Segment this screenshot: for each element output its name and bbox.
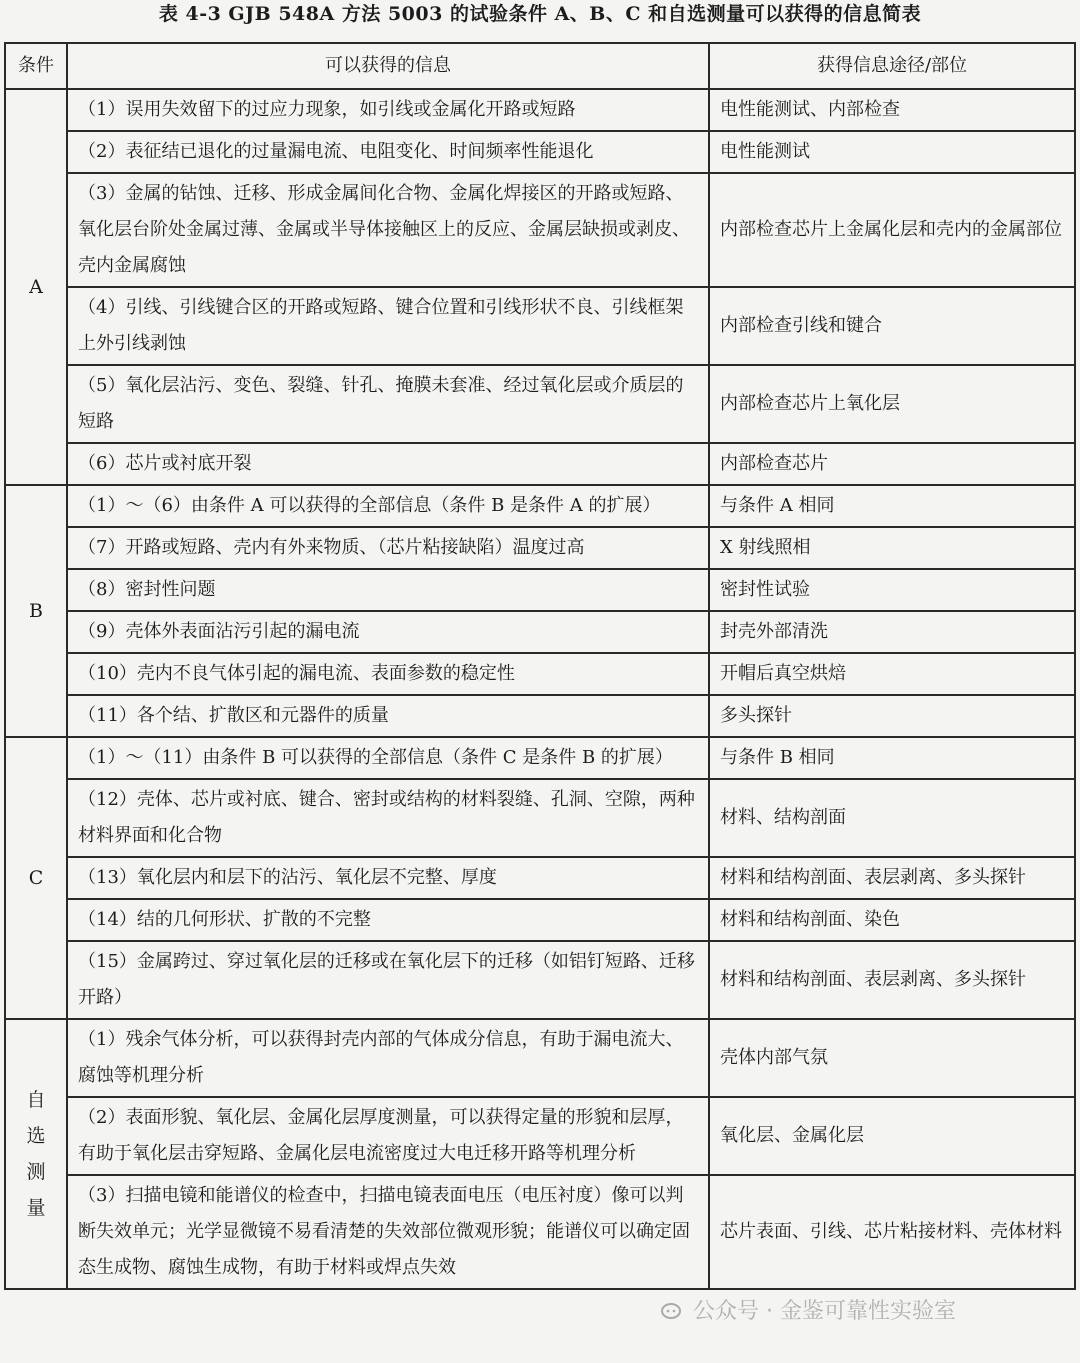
method-cell: 材料和结构剖面、表层剥离、多头探针 [709, 941, 1075, 1019]
method-cell: X 射线照相 [709, 527, 1075, 569]
method-cell: 内部检查芯片上金属化层和壳内的金属部位 [709, 173, 1075, 287]
method-cell: 开帽后真空烘焙 [709, 653, 1075, 695]
table-row [5, 443, 1075, 485]
info-cell: （5）氧化层沾污、变色、裂缝、针孔、掩膜未套准、经过氧化层或介质层的短路 [67, 365, 709, 443]
info-cell: （7）开路或短路、壳内有外来物质、（芯片粘接缺陷）温度过高 [67, 527, 709, 569]
chat-bubble-icon [660, 1301, 686, 1323]
table-row [5, 1019, 1075, 1097]
info-cell: （9）壳体外表面沾污引起的漏电流 [67, 611, 709, 653]
method-cell: 材料和结构剖面、表层剥离、多头探针 [709, 857, 1075, 899]
table-row [5, 365, 1075, 443]
header-info: 可以获得的信息 [67, 43, 709, 89]
info-cell: （12）壳体、芯片或衬底、键合、密封或结构的材料裂缝、孔洞、空隙，两种材料界面和化合物 [67, 779, 709, 857]
table-row [5, 653, 1075, 695]
table-row [5, 485, 1075, 527]
info-cell: （4）引线、引线键合区的开路或短路、键合位置和引线形状不良、引线框架上外引线剥蚀 [67, 287, 709, 365]
table-header-row [5, 43, 1075, 89]
method-cell: 封壳外部清洗 [709, 611, 1075, 653]
info-cell: （2）表面形貌、氧化层、金属化层厚度测量，可以获得定量的形貌和层厚，有助于氧化层击穿短路、金属化层电流密度过大电迁移开路等机理分析 [67, 1097, 709, 1175]
table-row [5, 611, 1075, 653]
table-row [5, 779, 1075, 857]
header-method: 获得信息途径/部位 [709, 43, 1075, 89]
info-cell: （2）表征结已退化的过量漏电流、电阻变化、时间频率性能退化 [67, 131, 709, 173]
info-cell: （3）扫描电镜和能谱仪的检查中，扫描电镜表面电压（电压衬度）像可以判断失效单元；光学显微镜不易看清楚的失效部位微观形貌；能谱仪可以确定固态生成物、腐蚀生成物，有助于材料或焊点失效 [67, 1175, 709, 1289]
method-cell: 壳体内部气氛 [709, 1019, 1075, 1097]
info-cell: （13）氧化层内和层下的沾污、氧化层不完整、厚度 [67, 857, 709, 899]
table-row [5, 1175, 1075, 1289]
table-row [5, 287, 1075, 365]
method-cell: 芯片表面、引线、芯片粘接材料、壳体材料 [709, 1175, 1075, 1289]
info-cell: （11）各个结、扩散区和元器件的质量 [67, 695, 709, 737]
table-row [5, 131, 1075, 173]
table-row [5, 857, 1075, 899]
method-cell: 多头探针 [709, 695, 1075, 737]
table-row [5, 173, 1075, 287]
method-cell: 电性能测试、内部检查 [709, 89, 1075, 131]
info-cell: （3）金属的钻蚀、迁移、形成金属间化合物、金属化焊接区的开路或短路、氧化层台阶处金属过薄、金属或半导体接触区上的反应、金属层缺损或剥皮、壳内金属腐蚀 [67, 173, 709, 287]
method-cell: 电性能测试 [709, 131, 1075, 173]
condition-a-cell: A [5, 89, 67, 485]
watermark [660, 1298, 1070, 1358]
info-cell: （10）壳内不良气体引起的漏电流、表面参数的稳定性 [67, 653, 709, 695]
method-cell: 与条件 A 相同 [709, 485, 1075, 527]
method-cell: 内部检查引线和键合 [709, 287, 1075, 365]
method-cell: 材料、结构剖面 [709, 779, 1075, 857]
method-cell: 材料和结构剖面、染色 [709, 899, 1075, 941]
info-cell: （1）～（11）由条件 B 可以获得的全部信息（条件 C 是条件 B 的扩展） [67, 737, 709, 779]
method-cell: 氧化层、金属化层 [709, 1097, 1075, 1175]
table-caption: 表 4-3 GJB 548A 方法 5003 的试验条件 A、B、C 和自选测量可以获得的信息简表 [158, 3, 922, 25]
method-cell: 内部检查芯片上氧化层 [709, 365, 1075, 443]
info-cell: （6）芯片或衬底开裂 [67, 443, 709, 485]
table-row [5, 1097, 1075, 1175]
table-row [5, 941, 1075, 1019]
info-cell: （1）～（6）由条件 A 可以获得的全部信息（条件 B 是条件 A 的扩展） [67, 485, 709, 527]
info-cell: （14）结的几何形状、扩散的不完整 [67, 899, 709, 941]
info-cell: （1）残余气体分析，可以获得封壳内部的气体成分信息，有助于漏电流大、腐蚀等机理分析 [67, 1019, 709, 1097]
watermark-text: 公众号 · 金鉴可靠性实验室 [693, 1299, 956, 1324]
header-condition: 条件 [5, 43, 67, 89]
info-cell: （15）金属跨过、穿过氧化层的迁移或在氧化层下的迁移（如铝钉短路、迁移开路） [67, 941, 709, 1019]
table-row [5, 89, 1075, 131]
info-table [4, 42, 1076, 1290]
info-cell: （8）密封性问题 [67, 569, 709, 611]
table-row [5, 899, 1075, 941]
condition-c-cell: C [5, 737, 67, 1019]
condition-b-cell: B [5, 485, 67, 737]
info-cell: （1）误用失效留下的过应力现象，如引线或金属化开路或短路 [67, 89, 709, 131]
table-row [5, 737, 1075, 779]
method-cell: 内部检查芯片 [709, 443, 1075, 485]
condition-optional-label: 自选测量 [26, 1089, 46, 1219]
condition-optional-cell [5, 1019, 67, 1289]
table-row [5, 695, 1075, 737]
method-cell: 密封性试验 [709, 569, 1075, 611]
method-cell: 与条件 B 相同 [709, 737, 1075, 779]
table-row [5, 527, 1075, 569]
table-row [5, 569, 1075, 611]
